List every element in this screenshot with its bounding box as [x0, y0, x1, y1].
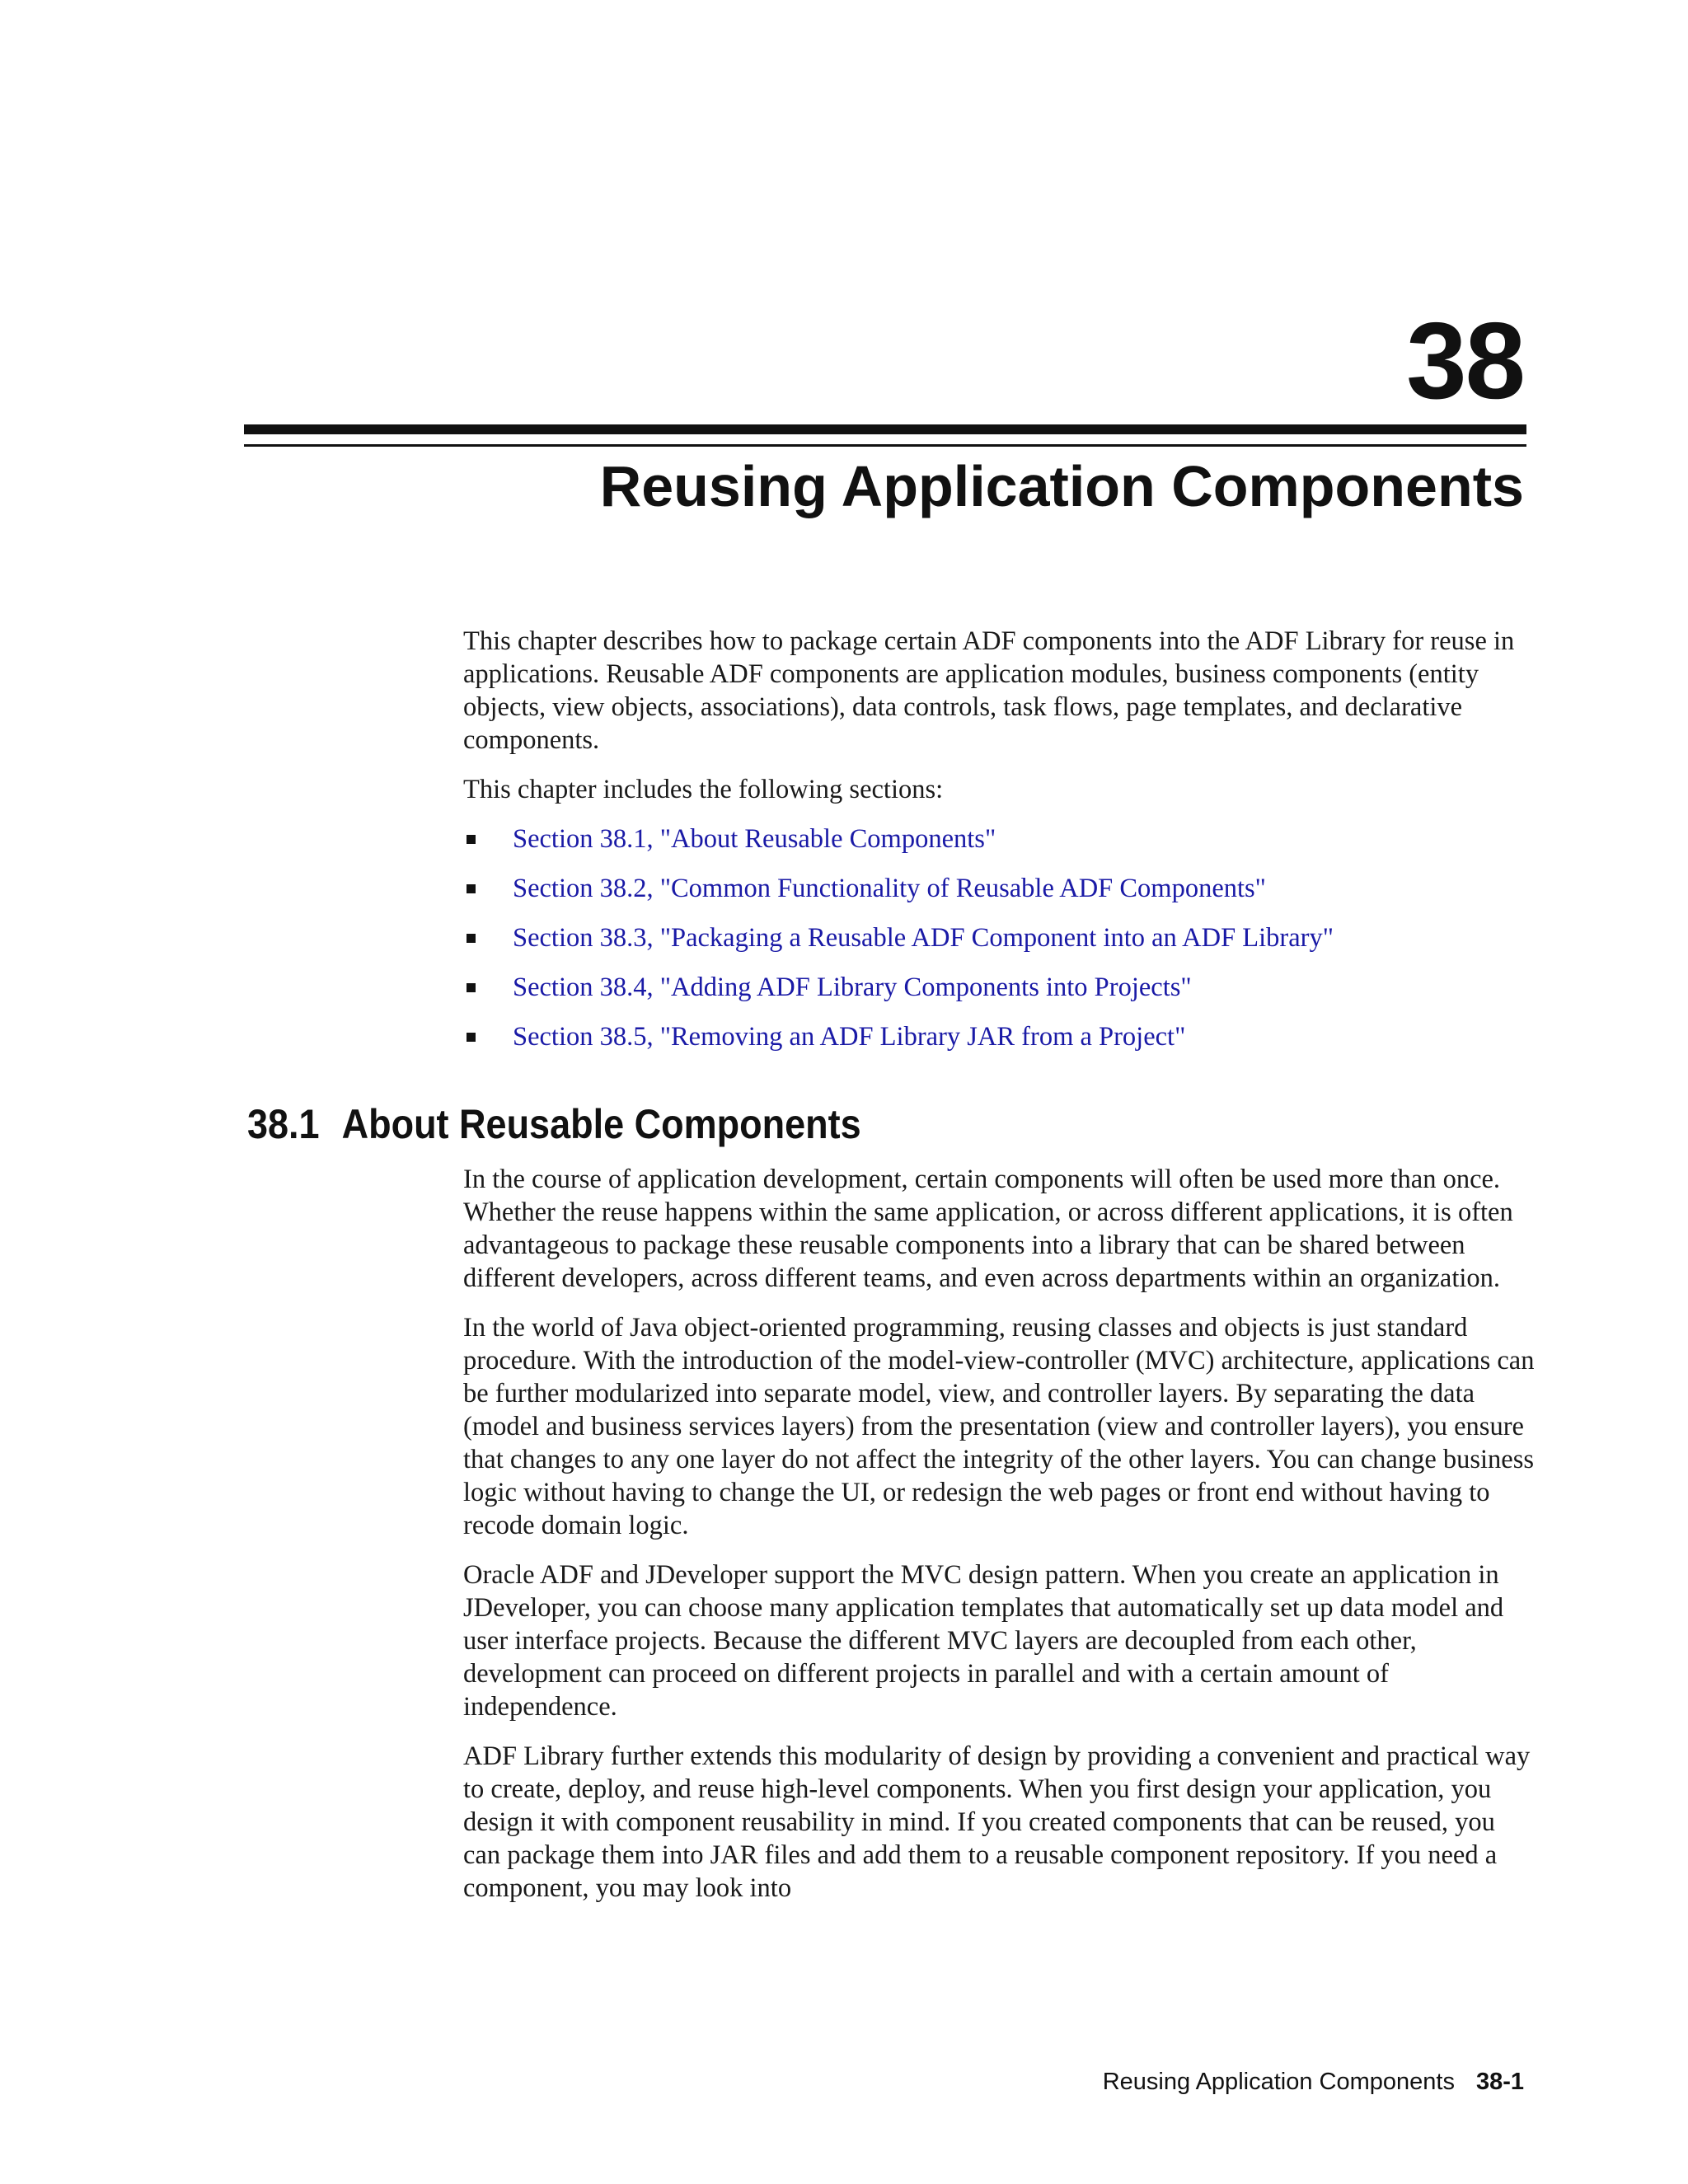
chapter-title: Reusing Application Components — [599, 454, 1524, 518]
list-item — [463, 823, 1535, 872]
bullet-icon — [467, 934, 476, 943]
section-number: 38.1 — [247, 1101, 320, 1147]
bullet-icon — [467, 835, 476, 844]
section-link-38-3[interactable]: Section 38.3, "Packaging a Reusable ADF Component into an ADF Library" — [513, 923, 1334, 953]
chapter-rule-thin — [244, 444, 1526, 447]
bullet-icon — [467, 1033, 476, 1042]
footer-running-title: Reusing Application Components — [1102, 2069, 1455, 2095]
section-link-38-4[interactable]: Section 38.4, "Adding ADF Library Components into Projects" — [513, 972, 1192, 1002]
list-item — [463, 921, 1535, 971]
intro-sections-lead: This chapter includes the following sections: — [463, 775, 944, 804]
chapter-number: 38 — [1406, 300, 1524, 421]
body-paragraph: Oracle ADF and JDeveloper support the MVC design pattern. When you create an application in JDeveloper, you can choose many application templates that automatically set up data model and user interface projects. Because the different MVC layers are decoupled from each other, development can proceed on different projects in parallel and with a certain amount of independence. — [463, 1560, 1504, 1722]
intro-paragraph: This chapter describes how to package certain ADF components into the ADF Library for reuse in applications. Reusable ADF components are application modules, business components (entity objects, view objects, associations), data controls, task flows, page templates, and declarative components. — [463, 626, 1515, 755]
list-item — [463, 971, 1535, 1020]
section-link-38-1[interactable]: Section 38.1, "About Reusable Components" — [513, 824, 996, 854]
page-footer — [1103, 2069, 1524, 2096]
section-body — [463, 1163, 1535, 1921]
body-paragraph: ADF Library further extends this modularity of design by providing a convenient and practical way to create, deploy, and reuse high-level components. When you first design your application, you design it with component reusability in mind. If you created components that can be reused, you can package them into JAR files and add them to a reusable component repository. If you need a component, you may look into — [463, 1741, 1531, 1903]
chapter-intro — [463, 625, 1535, 1070]
section-link-list — [463, 823, 1535, 1070]
list-item — [463, 1020, 1535, 1070]
body-paragraph: In the course of application development, certain components will often be used more than once. Whether the reuse happens within the same application, or across different applications, it is often advantageous to package these reusable components into a library that can be shared between different developers, across different teams, and even across departments within an organization. — [463, 1165, 1513, 1293]
section-heading — [247, 1102, 861, 1147]
bullet-icon — [467, 884, 476, 893]
section-title: About Reusable Components — [341, 1101, 861, 1147]
chapter-rule-thick — [244, 424, 1526, 434]
section-link-38-5[interactable]: Section 38.5, "Removing an ADF Library JAR from a Project" — [513, 1022, 1186, 1052]
body-paragraph: In the world of Java object-oriented programming, reusing classes and objects is just standard procedure. With the introduction of the model-view-controller (MVC) architecture, applications can be further modularized into separate model, view, and controller layers. By separating the data (model and business services layers) from the presentation (view and controller layers), you ensure that changes to any one layer do not affect the integrity of the other layers. You can change business logic without having to change the UI, or redesign the web pages or front end without having to recode domain logic. — [463, 1313, 1535, 1540]
list-item — [463, 872, 1535, 921]
section-link-38-2[interactable]: Section 38.2, "Common Functionality of Reusable ADF Components" — [513, 874, 1266, 903]
bullet-icon — [467, 983, 476, 992]
page-number: 38-1 — [1475, 2069, 1524, 2095]
